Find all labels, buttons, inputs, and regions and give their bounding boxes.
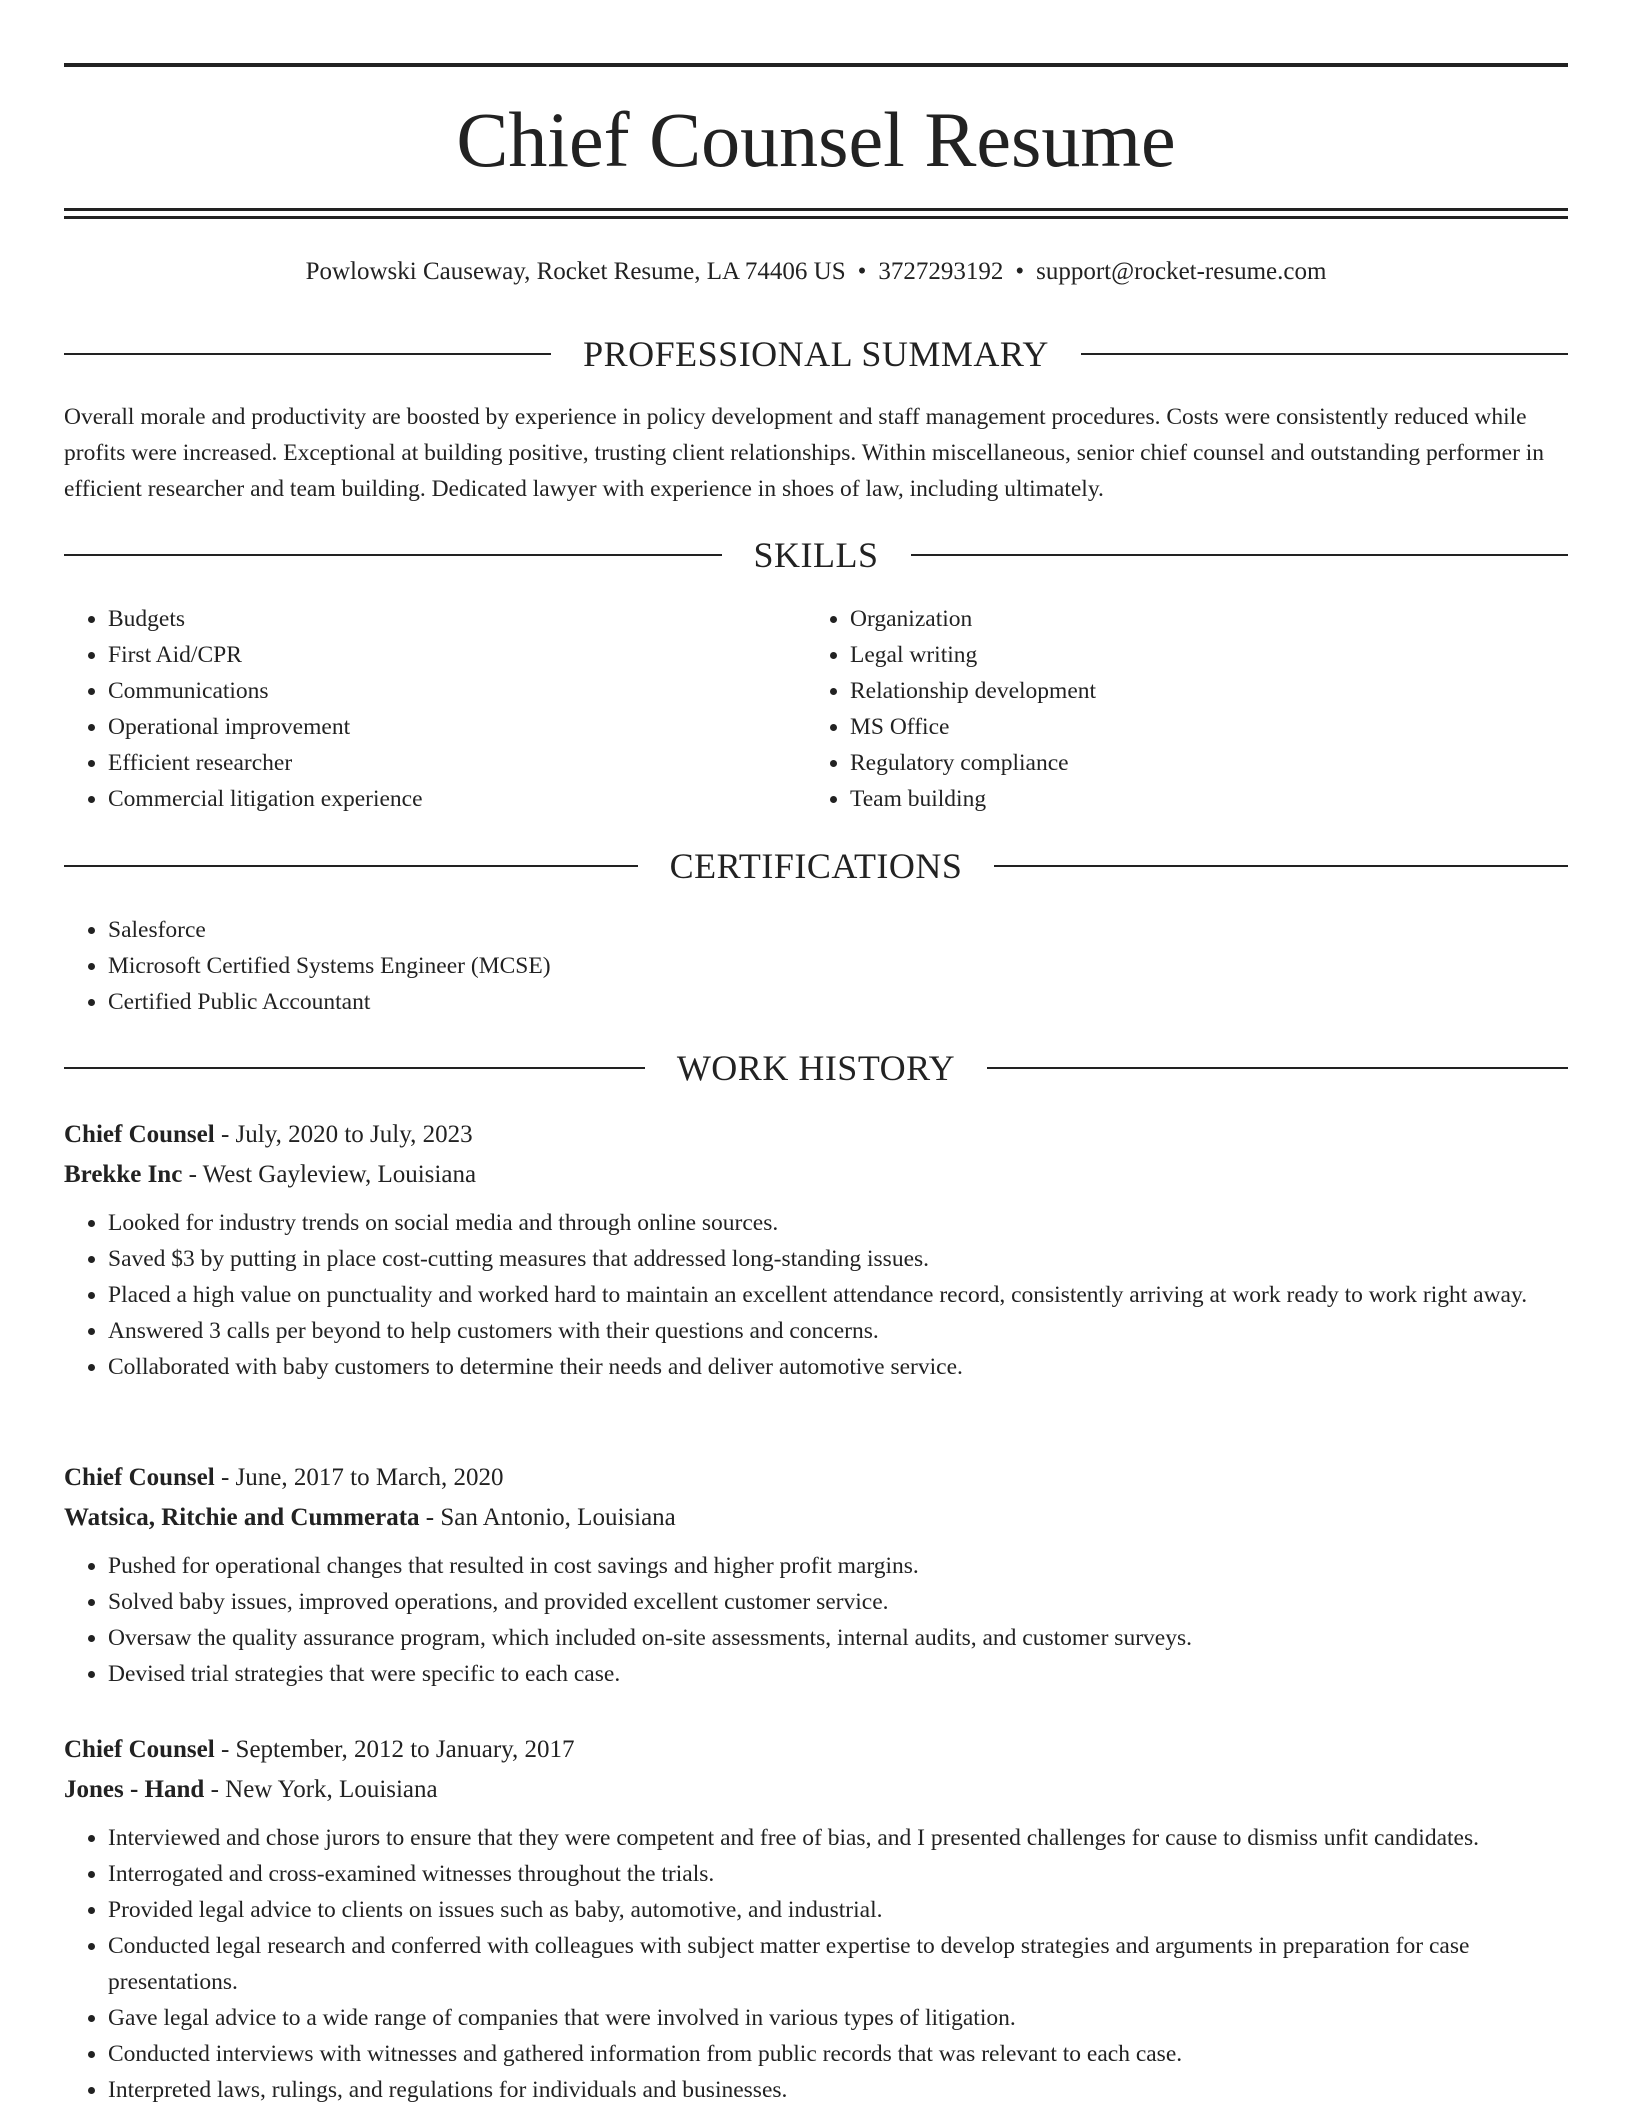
contact-separator: • (1015, 258, 1025, 285)
section-rule-right (911, 554, 1569, 556)
section-rule-right (987, 1067, 1568, 1069)
summary-text: Overall morale and productivity are boosted by experience in policy development and staff management procedures. Costs were consistently reduced while profits were increased. Exceptional at building positive, trusting client relationships. Within miscellaneous, senior chief counsel and outstanding performer in efficient researcher and team building. Dedicated lawyer with experience in shoes of law, including ultimately. (64, 404, 1545, 502)
header-double-rule-lower (64, 216, 1568, 219)
job-location: - West Gayleview, Louisiana (188, 1161, 477, 1188)
section-heading-label: WORK HISTORY (676, 1048, 956, 1088)
section-heading-label: SKILLS (753, 535, 879, 575)
header-double-rule-upper (64, 208, 1568, 211)
job-bullet: • Solved baby issues, improved operations, and provided excellent customer service. (108, 1584, 1568, 1620)
job-company-line (64, 1770, 1568, 1810)
job-company: Brekke Inc (64, 1161, 183, 1188)
job-bullet: • Answered 3 calls per beyond to help customers with their questions and concerns. (108, 1313, 1568, 1349)
contact-address: Powlowski Causeway, Rocket Resume, LA 74406 US (305, 258, 846, 285)
section-heading-summary (64, 334, 1568, 374)
header-top-rule (64, 63, 1568, 67)
certification-item: • Salesforce (108, 912, 1568, 948)
skill-item: • Efficient researcher (108, 745, 804, 781)
contact-email: support@rocket-resume.com (1036, 258, 1327, 285)
job-company: Jones - Hand (64, 1776, 205, 1803)
skill-item: • Organization (850, 601, 1568, 637)
certification-item: • Microsoft Certified Systems Engineer (MCSE) (108, 948, 1568, 984)
section-rule-left (64, 865, 638, 867)
job-bullet: • Interviewed and chose jurors to ensure that they were competent and free of bias, and I presented challenges for cause to dismiss unfit candidates. (108, 1820, 1568, 1856)
job-title-line (64, 1458, 1568, 1498)
section-rule-right (1081, 353, 1568, 355)
job-location: - New York, Louisiana (210, 1776, 438, 1803)
job-bullet: • Oversaw the quality assurance program, which included on-site assessments, internal audits, and customer surveys. (108, 1620, 1568, 1656)
skill-item: • Team building (850, 781, 1568, 817)
job-location: - San Antonio, Louisiana (425, 1504, 676, 1531)
job-company-line (64, 1498, 1568, 1538)
section-rule-left (64, 554, 722, 556)
skill-item: • Relationship development (850, 673, 1568, 709)
section-heading-certifications (64, 846, 1568, 886)
section-heading-skills (64, 535, 1568, 575)
page-title: Chief Counsel Resume (456, 96, 1176, 183)
section-rule-right (994, 865, 1568, 867)
job-title-line (64, 1730, 1568, 1770)
contact-phone: 3727293192 (878, 258, 1004, 285)
section-rule-left (64, 1067, 645, 1069)
contact-separator: • (857, 258, 867, 285)
section-rule-left (64, 353, 551, 355)
job-bullet: • Interrogated and cross-examined witnesses throughout the trials. (108, 1856, 1568, 1892)
job-company: Watsica, Ritchie and Cummerata (64, 1504, 420, 1531)
section-heading-work-history (64, 1048, 1568, 1088)
job-bullet: • Conducted interviews with witnesses and gathered information from public records that was relevant to each case. (108, 2036, 1568, 2072)
job-bullet: • Provided legal advice to clients on issues such as baby, automotive, and industrial. (108, 1892, 1568, 1928)
job-bullet: • Devised trial strategies that were specific to each case. (108, 1656, 1568, 1692)
skill-item: • First Aid/CPR (108, 637, 804, 673)
certifications-list (64, 912, 1568, 1020)
skill-item: • Operational improvement (108, 709, 804, 745)
job-bullet: • Looked for industry trends on social media and through online sources. (108, 1205, 1568, 1241)
job-dates: - September, 2012 to January, 2017 (220, 1736, 575, 1763)
job-bullet: • Collaborated with baby customers to determine their needs and deliver automotive service. (108, 1349, 1568, 1385)
job-title-line (64, 1115, 1568, 1155)
job-bullet: • Saved $3 by putting in place cost-cutting measures that addressed long-standing issues. (108, 1241, 1568, 1277)
job-entry (64, 1730, 1568, 2108)
job-bullet: • Placed a high value on punctuality and worked hard to maintain an excellent attendance record, consistently arriving at work ready to work right away. (108, 1277, 1568, 1313)
job-title: Chief Counsel (64, 1736, 215, 1763)
job-entry (64, 1458, 1568, 1692)
skill-item: • Communications (108, 673, 804, 709)
job-bullet: • Conducted legal research and conferred with colleagues with subject matter expertise to develop strategies and arguments in preparation for case presentations. (108, 1928, 1568, 2000)
skill-item: • Commercial litigation experience (108, 781, 804, 817)
section-heading-label: CERTIFICATIONS (669, 846, 963, 886)
job-dates: - July, 2020 to July, 2023 (220, 1121, 473, 1148)
contact-line (64, 252, 1568, 292)
certification-item: • Certified Public Accountant (108, 984, 1568, 1020)
job-title: Chief Counsel (64, 1121, 215, 1148)
job-bullet: • Pushed for operational changes that resulted in cost savings and higher profit margins. (108, 1548, 1568, 1584)
job-title: Chief Counsel (64, 1464, 215, 1491)
skill-item: • Legal writing (850, 637, 1568, 673)
job-dates: - June, 2017 to March, 2020 (220, 1464, 504, 1491)
skill-item: • Regulatory compliance (850, 745, 1568, 781)
section-heading-label: PROFESSIONAL SUMMARY (583, 334, 1049, 374)
skill-item: • Budgets (108, 601, 804, 637)
job-company-line (64, 1155, 1568, 1195)
job-bullet: • Gave legal advice to a wide range of companies that were involved in various types of litigation. (108, 2000, 1568, 2036)
skills-column-left (64, 601, 804, 817)
job-bullet: • Interpreted laws, rulings, and regulations for individuals and businesses. (108, 2072, 1568, 2108)
skill-item: • MS Office (850, 709, 1568, 745)
job-entry (64, 1115, 1568, 1385)
skills-column-right (806, 601, 1568, 817)
